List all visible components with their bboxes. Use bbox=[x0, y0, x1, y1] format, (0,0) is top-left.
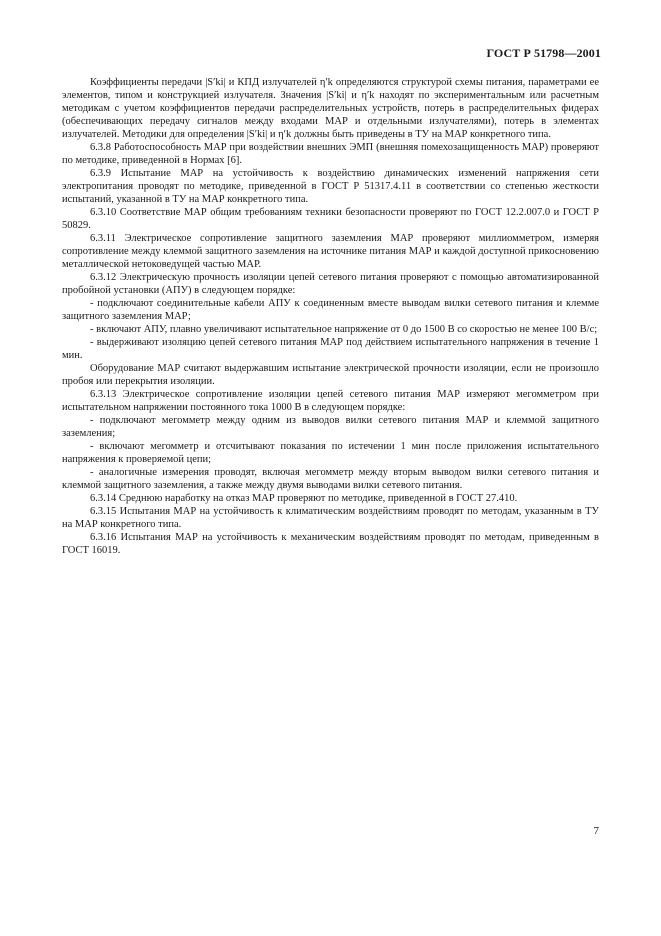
paragraph-6-3-8: 6.3.8 Работоспособность МАР при воздействии внешних ЭМП (внешняя помехозащищенность МАР) проверяют по методике, приведенной в Нормах [6]. bbox=[62, 142, 599, 166]
list-item-6-3-12-a: - подключают соединительные кабели АПУ к соединенным вместе выводам вилки сетевого питания и клемме защитного заземления МАР; bbox=[62, 298, 599, 322]
list-item-6-3-13-c: - аналогичные измерения проводят, включая мегомметр между вторым выводом вилки сетевого питания и клеммой защитного заземления, а также между двумя выводами вилки сетевого питания. bbox=[62, 467, 599, 491]
paragraph-6-3-11: 6.3.11 Электрическое сопротивление защитного заземления МАР проверяют миллиомметром, измеряя сопротивление между клеммой защитного заземления на источнике питания МАР и каждой доступной прикосновению металлической нетоковедущей частью МАР. bbox=[62, 233, 599, 270]
paragraph-6-3-10: 6.3.10 Соответствие МАР общим требованиям техники безопасности проверяют по ГОСТ 12.2.007.0 и ГОСТ Р 50829. bbox=[62, 207, 599, 231]
document-body bbox=[62, 76, 599, 557]
paragraph-6-3-16: 6.3.16 Испытания МАР на устойчивость к механическим воздействиям проводят по методам, приведенным в ГОСТ 16019. bbox=[62, 532, 599, 556]
page-header-standard: ГОСТ Р 51798—2001 bbox=[486, 46, 601, 60]
paragraph-6-3-14: 6.3.14 Среднюю наработку на отказ МАР проверяют по методике, приведенной в ГОСТ 27.410. bbox=[90, 493, 518, 504]
paragraph-6-3-13: 6.3.13 Электрическое сопротивление изоляции цепей сетевого питания МАР измеряют мегомметром при испытательном напряжении постоянного тока 1000 В в следующем порядке: bbox=[62, 389, 599, 413]
list-item-6-3-12-b: - включают АПУ, плавно увеличивают испытательное напряжение от 0 до 1500 В со скоростью не менее 100 В/с; bbox=[90, 324, 598, 335]
list-item-6-3-12-c: - выдерживают изоляцию цепей сетевого питания МАР под действием испытательного напряжения в течение 1 мин. bbox=[62, 337, 599, 361]
paragraph-6-3-12: 6.3.12 Электрическую прочность изоляции цепей сетевого питания проверяют с помощью автоматизированной пробойной установки (АПУ) в следующем порядке: bbox=[62, 272, 599, 296]
page-number: 7 bbox=[593, 825, 599, 837]
list-item-6-3-13-b: - включают мегомметр и отсчитывают показания по истечении 1 мин после приложения испытательного напряжения к проверяемой цепи; bbox=[62, 441, 599, 465]
paragraph-6-3-12-result: Оборудование МАР считают выдержавшим испытание электрической прочности изоляции, если не произошло пробоя или перекрытия изоляции. bbox=[62, 363, 599, 387]
paragraph-transfer-coefficients: Коэффициенты передачи |S′ki| и КПД излучателей η′k определяются структурой схемы питания, параметрами ее элементов, типом и конструкцией излучателя. Значения |S′ki| и η′k находят по экспериментальным или расчетным методикам с учетом коэффициентов передачи распределительных устройств, потерь в распределительных фидерах (обеспечивающих передачу сигналов между входами МАР и отдельными излучателями), потерь в элементах излучателей. Методики для определения |S′ki| и η′k должны быть приведены в ТУ на МАР конкретного типа. bbox=[62, 77, 599, 140]
list-item-6-3-13-a: - подключают мегомметр между одним из выводов вилки сетевого питания МАР и клеммой защитного заземления; bbox=[62, 415, 599, 439]
paragraph-6-3-15: 6.3.15 Испытания МАР на устойчивость к климатическим воздействиям проводят по методам, указанным в ТУ на МАР конкретного типа. bbox=[62, 506, 599, 530]
paragraph-6-3-9: 6.3.9 Испытание МАР на устойчивость к воздействию динамических изменений напряжения сети электропитания проводят по методике, приведенной в ГОСТ Р 51317.4.11 в соответствии со степенью жесткости испытаний, указанной в ТУ на МАР конкретного типа. bbox=[62, 168, 599, 205]
